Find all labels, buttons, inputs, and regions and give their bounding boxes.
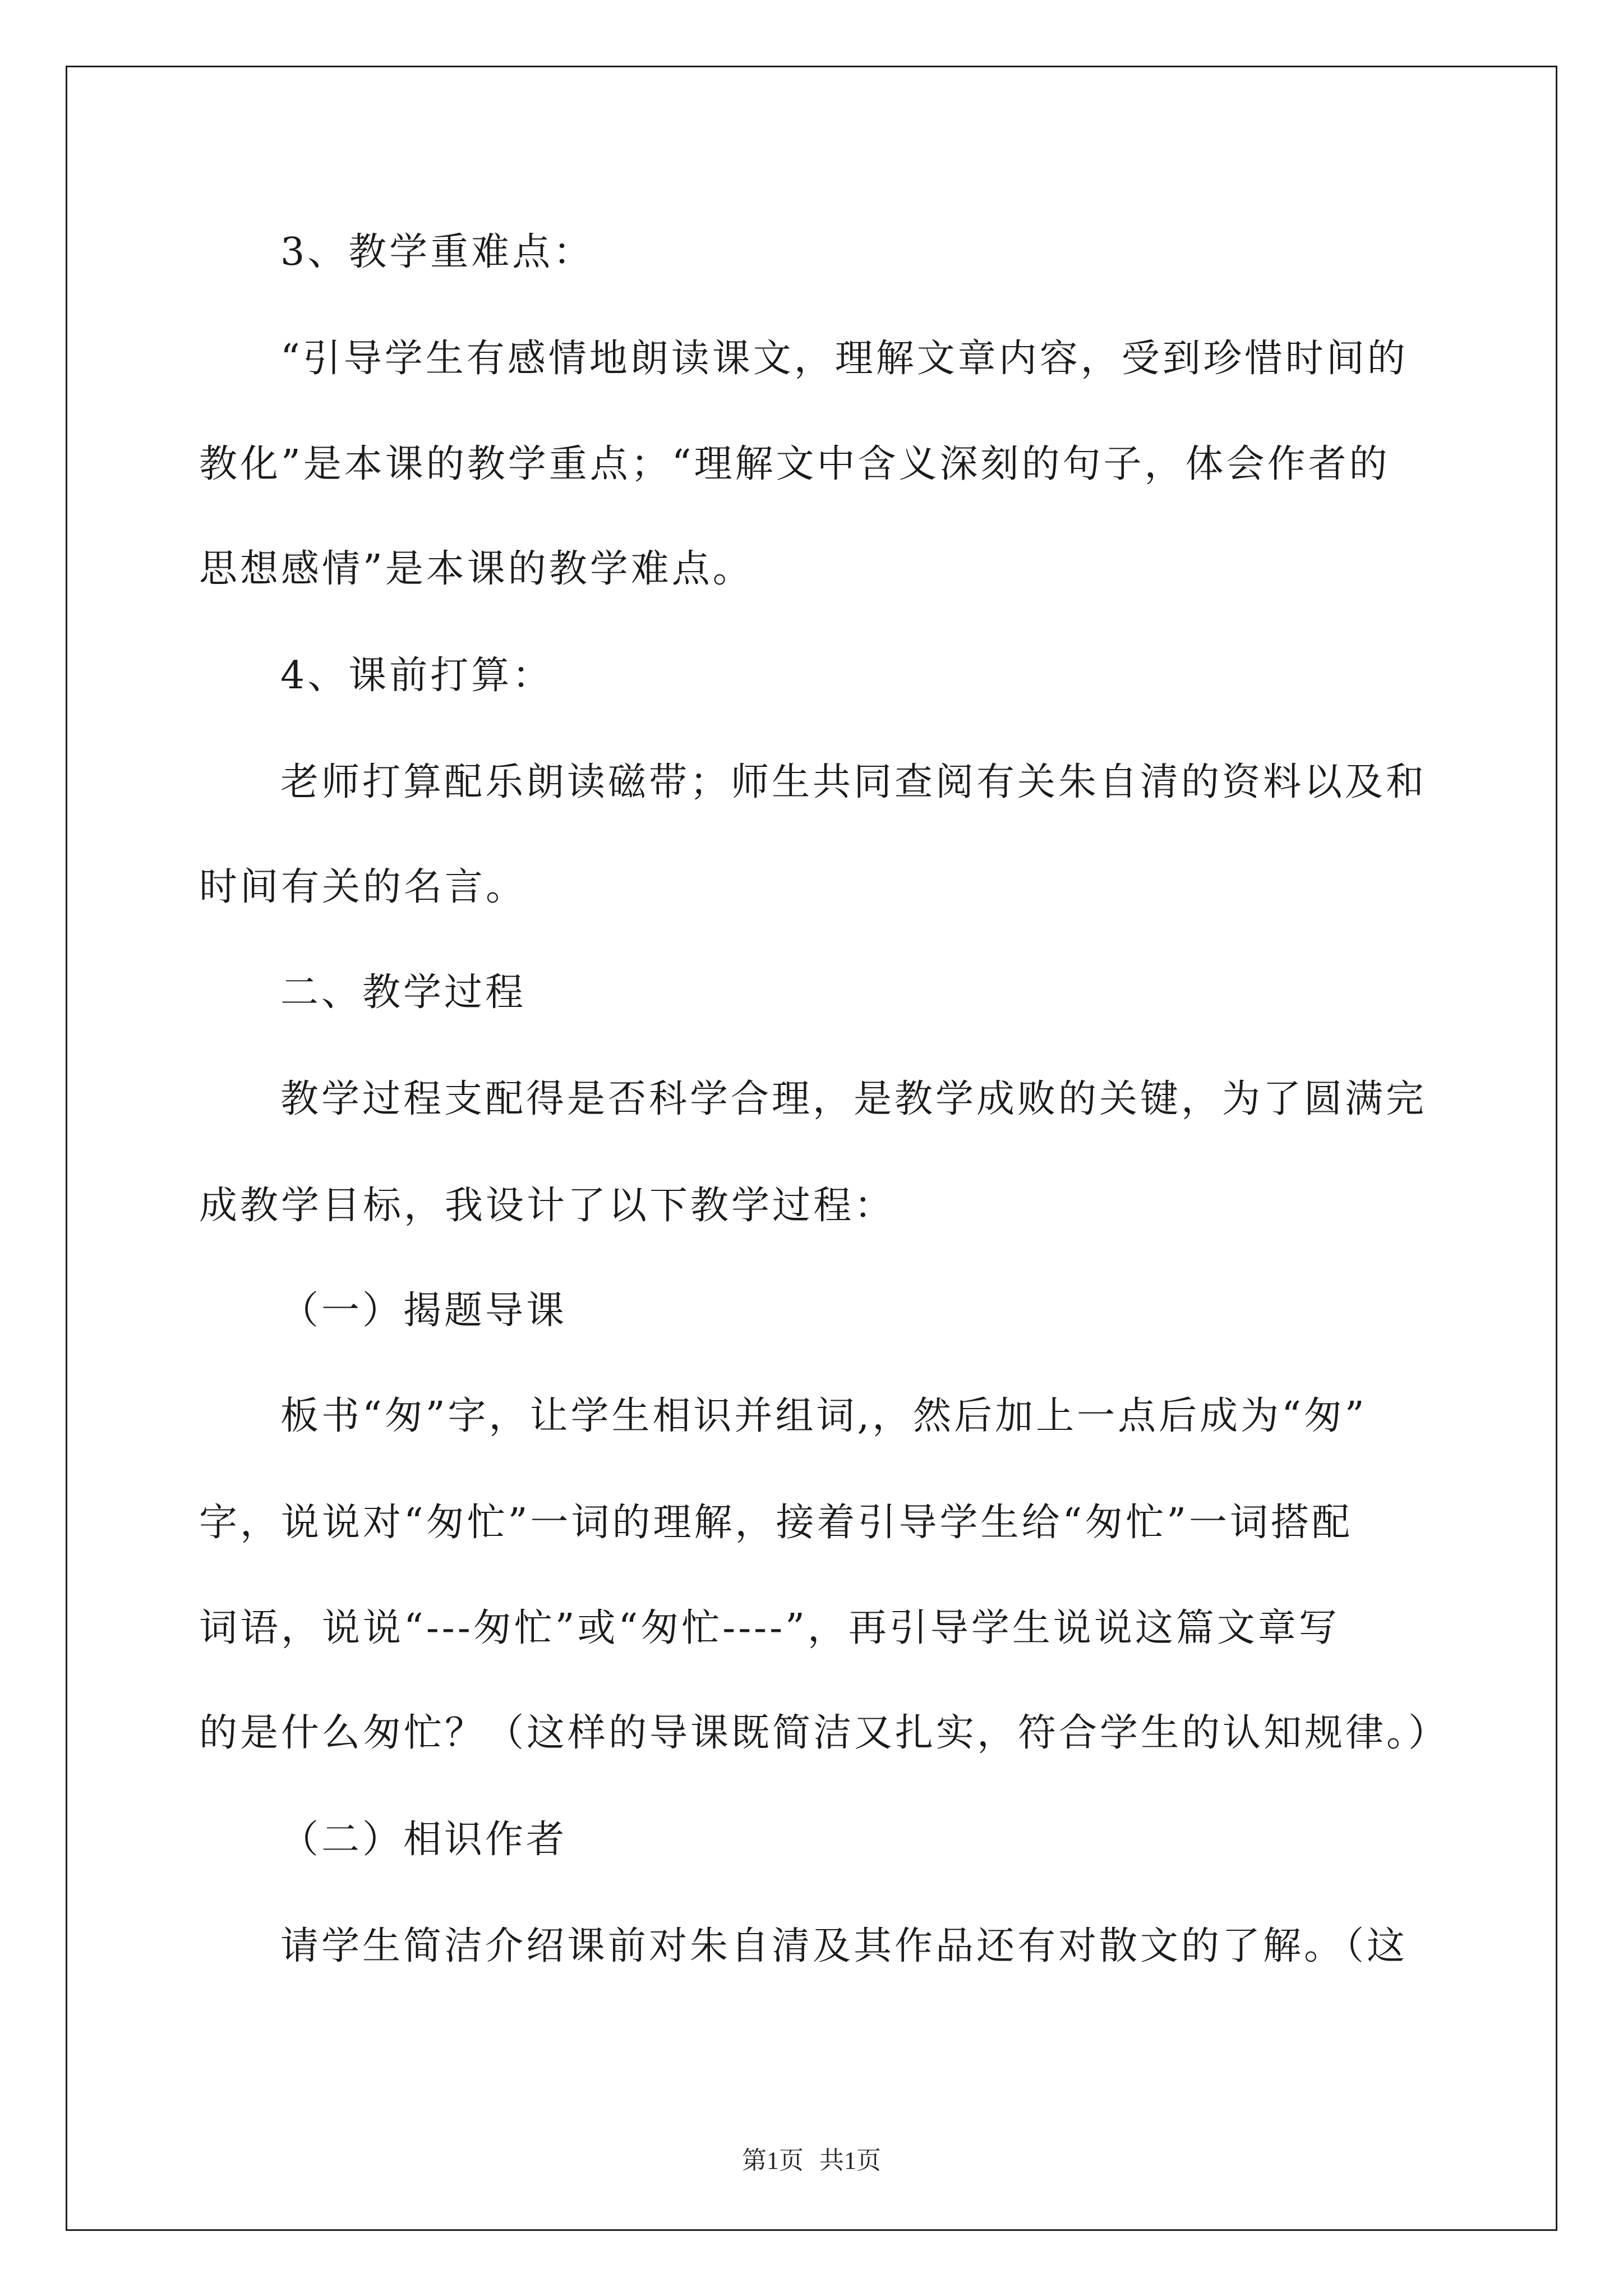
heading-know-author: （二）相识作者 xyxy=(280,1818,568,1862)
paragraph-line: 成教学目标，我设计了以下教学过程： xyxy=(199,1184,896,1228)
paragraph-line: 字，说说对“匆忙”一词的理解，接着引导学生给“匆忙”一词搭配 xyxy=(199,1501,1353,1545)
heading-intro-lesson: （一）揭题导课 xyxy=(280,1289,568,1333)
paragraph-line: 请学生简洁介绍课前对朱自清及其作品还有对散文的了解。（这 xyxy=(280,1924,1408,1968)
page-border xyxy=(66,66,1557,2231)
paragraph-line: 思想感情”是本课的教学难点。 xyxy=(199,547,754,591)
page-total: 共1页 xyxy=(819,2147,881,2174)
heading-key-points: 3、教学重难点： xyxy=(280,230,594,274)
page-footer xyxy=(0,2145,1623,2177)
heading-teaching-process: 二、教学过程 xyxy=(280,970,527,1015)
paragraph-line: 教学过程支配得是否科学合理，是教学成败的关键，为了圆满完 xyxy=(280,1077,1427,1121)
paragraph-line: 词语，说说“---匆忙”或“匆忙----”，再引导学生说说这篇文章写 xyxy=(199,1606,1340,1650)
paragraph-line: “引导学生有感情地朗读课文，理解文章内容，受到珍惜时间的 xyxy=(280,337,1408,381)
page-number: 第1页 xyxy=(742,2147,804,2174)
paragraph-line: 教化”是本课的教学重点；“理解文中含义深刻的句子，体会作者的 xyxy=(199,442,1390,486)
paragraph-line: 板书“匆”字，让学生相识并组词,，然后加上一点后成为“匆” xyxy=(280,1394,1367,1438)
paragraph-line: 老师打算配乐朗读磁带；师生共同查阅有关朱自清的资料以及和 xyxy=(280,760,1427,804)
heading-preparation: 4、课前打算： xyxy=(280,654,554,698)
paragraph-line: 时间有关的名言。 xyxy=(199,865,527,909)
paragraph-line: 的是什么匆忙？（这样的导课既简洁又扎实，符合学生的认知规律。） xyxy=(199,1711,1450,1755)
